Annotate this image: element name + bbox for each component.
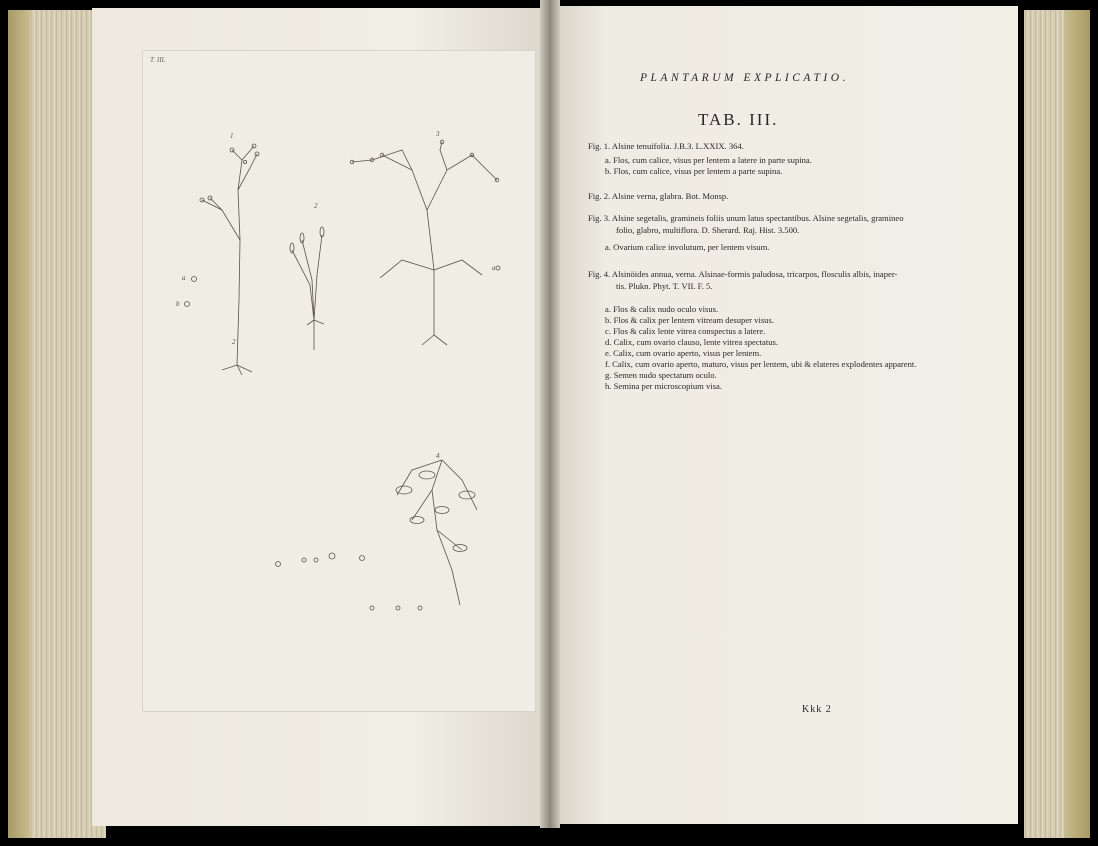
text-line: c. Flos & calix lente vitrea conspectus a latere. xyxy=(605,326,766,336)
text-line: a. Flos, cum calice, visus per lentem a latere in parte supina. xyxy=(605,155,812,165)
text-line: h. Semina per microscopium visa. xyxy=(605,381,722,391)
detail-drawings xyxy=(185,266,501,610)
text-line: Fig. 4. Alsinöides annua, verna. Alsinae-formis paludosa, tricarpos, flosculis albis, inaper- xyxy=(588,269,898,279)
text-line: Fig. 3. Alsine segetalis, gramineis foliis unum latus spectantibus. Alsine segetalis, gramineo xyxy=(588,213,904,223)
text-line: Fig. 2. Alsine verna, glabra. Bot. Monsp. xyxy=(588,191,729,201)
text-line: f. Calix, cum ovario aperto, maturo, visus per lentem, ubi & elateres explodentes apparent. xyxy=(605,359,917,369)
text-line: d. Calix, cum ovario clauso, lente vitrea spectatus. xyxy=(605,337,779,347)
text-line: e. Calix, cum ovario aperto, visus per lentem. xyxy=(605,348,762,358)
text-line: Fig. 1. Alsine tenuifolia. J.B.3. L.XXIX. 364. xyxy=(588,141,744,151)
fig-number: 3 xyxy=(436,130,440,138)
detail-letter: b xyxy=(176,300,180,308)
fig-number: 2 xyxy=(314,202,318,210)
fig4-plant xyxy=(396,460,477,605)
tab-title: TAB. III. xyxy=(698,110,779,129)
detail-letter: a xyxy=(492,264,496,272)
text-line: g. Semen nudo spectatum oculo. xyxy=(605,370,717,380)
fig3-plant xyxy=(350,140,499,345)
right-page xyxy=(550,6,1018,824)
fig-number: 4 xyxy=(436,452,440,460)
fig1-plant xyxy=(200,144,259,375)
text-line: b. Flos & calix per lentem vitream desuper visus. xyxy=(605,315,774,325)
text-line: b. Flos, cum calice, visus per lentem a parte supina. xyxy=(605,166,783,176)
fig-number: 1 xyxy=(230,132,234,140)
text-line: a. Ovarium calice involutum, per lentem visum. xyxy=(605,242,770,252)
plant-illustrations xyxy=(142,50,534,710)
book-gutter xyxy=(540,0,560,828)
detail-letter: a xyxy=(182,274,186,282)
text-line: folio, glabro, multiflora. D. Sherard. Raj. Hist. 3.500. xyxy=(616,225,800,235)
running-header: PLANTARUM EXPLICATIO. xyxy=(640,72,849,84)
fig-number: 2 xyxy=(232,338,236,346)
text-line: tis. Plukn. Phyt. T. VII. F. 5. xyxy=(616,281,713,291)
text-line: a. Flos & calix nudo oculo visus. xyxy=(605,304,719,314)
page-signature: Kkk 2 xyxy=(802,704,832,715)
right-page-edges xyxy=(1024,10,1090,838)
fig2-plant xyxy=(290,227,324,350)
plate-tag: T. III. xyxy=(150,56,166,64)
